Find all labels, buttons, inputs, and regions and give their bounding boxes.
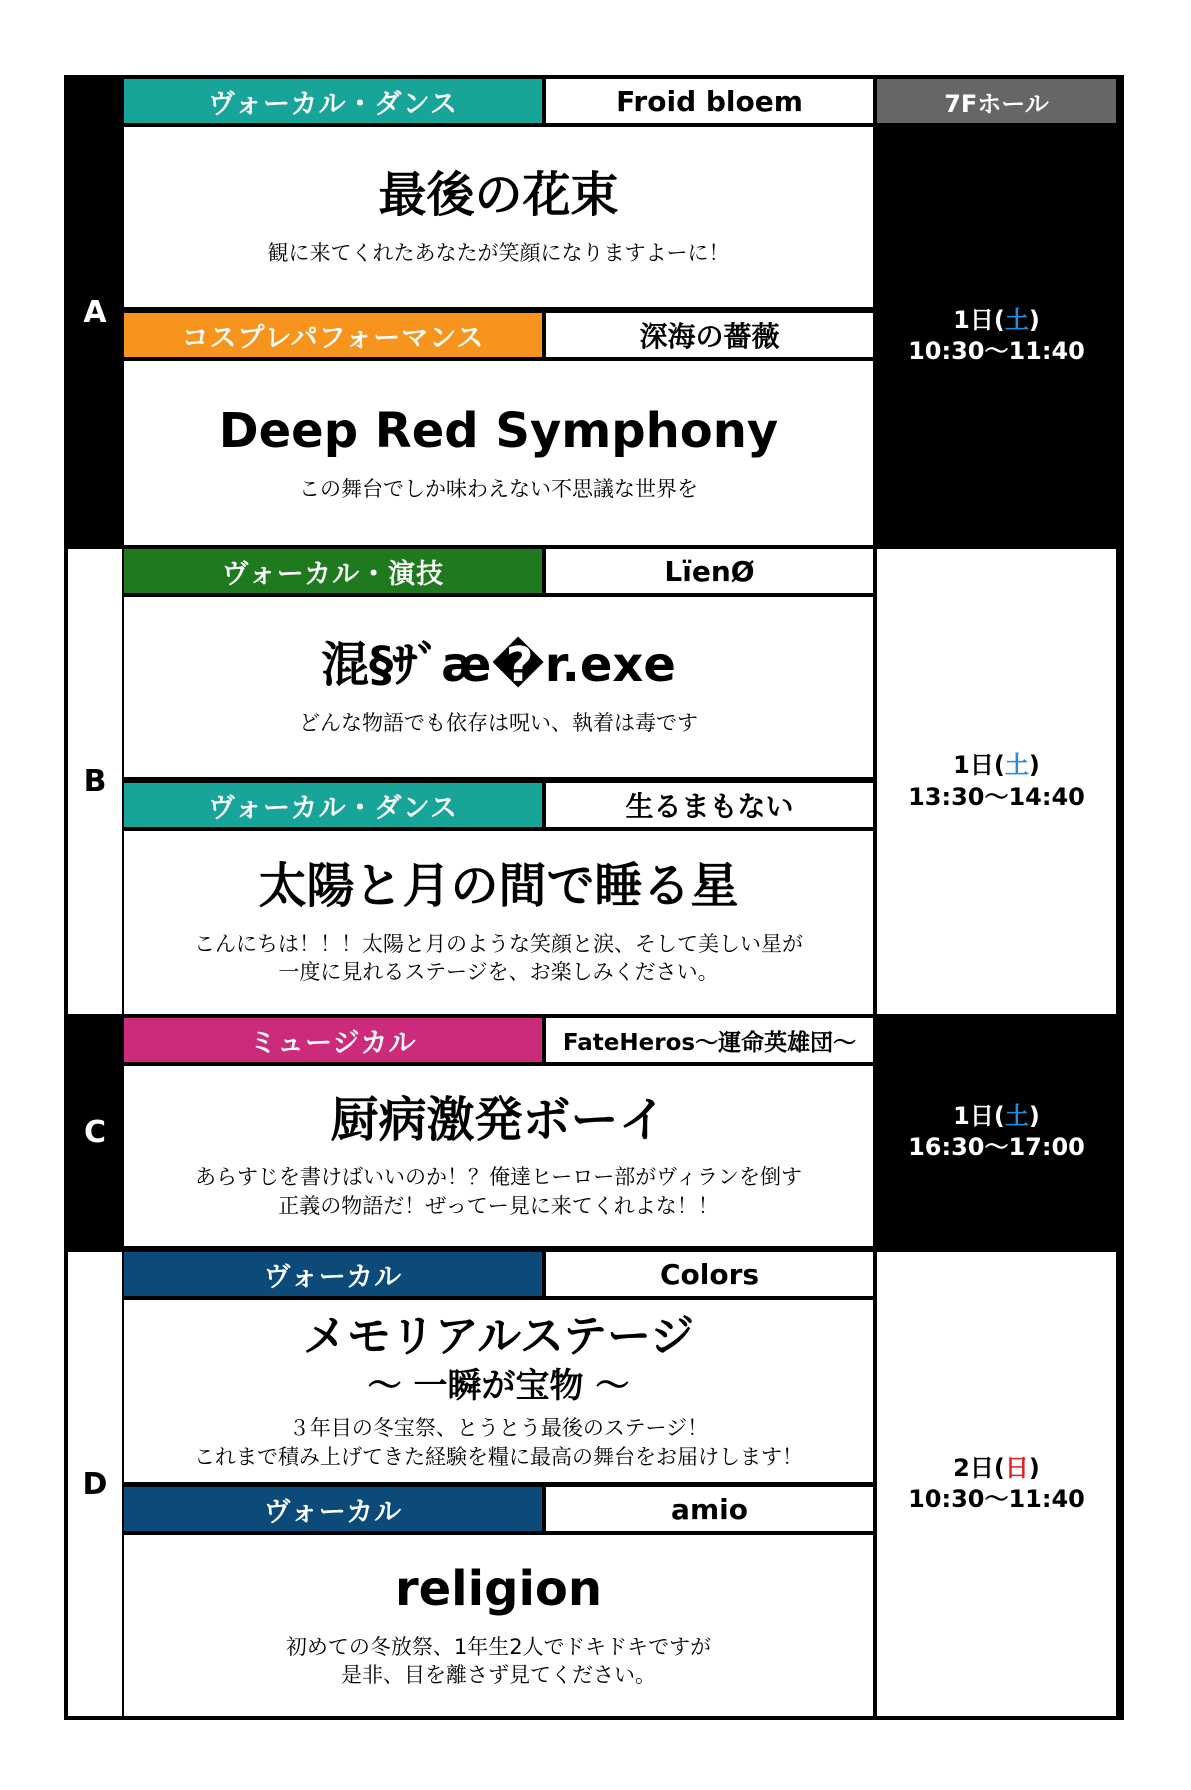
act-description: 観に来てくれたあなたが笑顔になりますよーに！ xyxy=(267,240,730,265)
group-name: LïenØ xyxy=(546,549,873,593)
block-letter-c: C xyxy=(83,1114,107,1150)
time-range: 13:30〜14:40 xyxy=(908,782,1085,811)
act-subtitle: 〜 一瞬が宝物 〜 xyxy=(367,1365,630,1406)
act-content xyxy=(124,1535,873,1716)
group-name: Colors xyxy=(546,1252,873,1296)
act-title: religion xyxy=(394,1561,603,1618)
act-content xyxy=(124,127,873,307)
act-description: 初めての冬放祭、1年生2人でドキドキですが 是非、目を離さず見てください。 xyxy=(285,1634,712,1688)
genre-tag: ヴォーカル xyxy=(124,1252,542,1296)
act-title: 太陽と月の間で睡る星 xyxy=(258,858,739,915)
time-slot-a: 1日(土) 10:30〜11:40 xyxy=(877,127,1116,545)
genre-tag: ヴォーカル・演技 xyxy=(124,549,542,593)
genre-tag: ヴォーカル・ダンス xyxy=(124,783,542,827)
group-name: Froid bloem xyxy=(546,79,873,123)
time-slot-c: 1日(土) 16:30〜17:00 xyxy=(877,1018,1116,1246)
block-letter-a: A xyxy=(83,294,107,330)
date-label: 1日 xyxy=(953,1101,994,1130)
act-content xyxy=(124,361,873,545)
date-label: 2日 xyxy=(953,1453,994,1482)
genre-tag: ミュージカル xyxy=(124,1018,542,1062)
group-name: 深海の薔薇 xyxy=(546,313,873,357)
group-name: amio xyxy=(546,1487,873,1531)
time-slot-b: 1日(土) 13:30〜14:40 xyxy=(877,549,1116,1014)
act-description: ３年目の冬宝祭、とうとう最後のステージ！ これまで積み上げてきた経験を糧に最高の舞台をお届けします！ xyxy=(194,1416,803,1469)
group-name: FateHeros〜運命英雄団〜 xyxy=(546,1018,873,1062)
date-label: 1日 xyxy=(953,305,994,334)
weekday-label: 土 xyxy=(1004,1101,1029,1130)
genre-tag: ヴォーカル・ダンス xyxy=(124,79,542,123)
act-description: あらすじを書けばいいのか！？俺達ヒーロー部がヴィランを倒す 正義の物語だ！ぜってー見に来てくれよな！！ xyxy=(195,1165,802,1218)
weekday-label: 土 xyxy=(1004,751,1029,780)
act-title: 混§ｻﾞæ�r.exe xyxy=(321,637,676,694)
act-content xyxy=(124,1066,873,1246)
act-title: 厨病激発ボーイ xyxy=(330,1091,667,1148)
group-name: 生るまもない xyxy=(546,783,873,827)
act-title: Deep Red Symphony xyxy=(218,403,779,460)
time-slot-d: 2日(日) 10:30〜11:40 xyxy=(877,1252,1116,1716)
time-range: 10:30〜11:40 xyxy=(908,1485,1085,1513)
act-title: メモリアルステージ xyxy=(302,1310,695,1362)
block-letter-d: D xyxy=(68,1252,122,1716)
act-description: どんな物語でも依存は呪い、執着は毒です xyxy=(299,710,698,735)
venue-label: 7Fホール xyxy=(877,79,1116,123)
weekday-label: 日 xyxy=(1004,1453,1029,1482)
act-content xyxy=(124,597,873,777)
act-description: この舞台でしか味わえない不思議な世界を xyxy=(299,476,698,501)
act-description: こんにちは！！！太陽と月のような笑顔と涙、そして美しい星が 一度に見れるステージを、お楽しみください。 xyxy=(194,931,803,985)
genre-tag: ヴォーカル xyxy=(124,1487,542,1531)
act-title: 最後の花束 xyxy=(378,167,619,224)
act-content xyxy=(124,831,873,1014)
block-letter-b: B xyxy=(68,549,122,1014)
genre-tag: コスプレパフォーマンス xyxy=(124,313,542,357)
date-label: 1日 xyxy=(953,751,994,780)
weekday-label: 土 xyxy=(1004,305,1029,334)
act-content xyxy=(124,1300,873,1482)
time-range: 16:30〜17:00 xyxy=(908,1133,1085,1161)
time-range: 10:30〜11:40 xyxy=(908,337,1085,365)
